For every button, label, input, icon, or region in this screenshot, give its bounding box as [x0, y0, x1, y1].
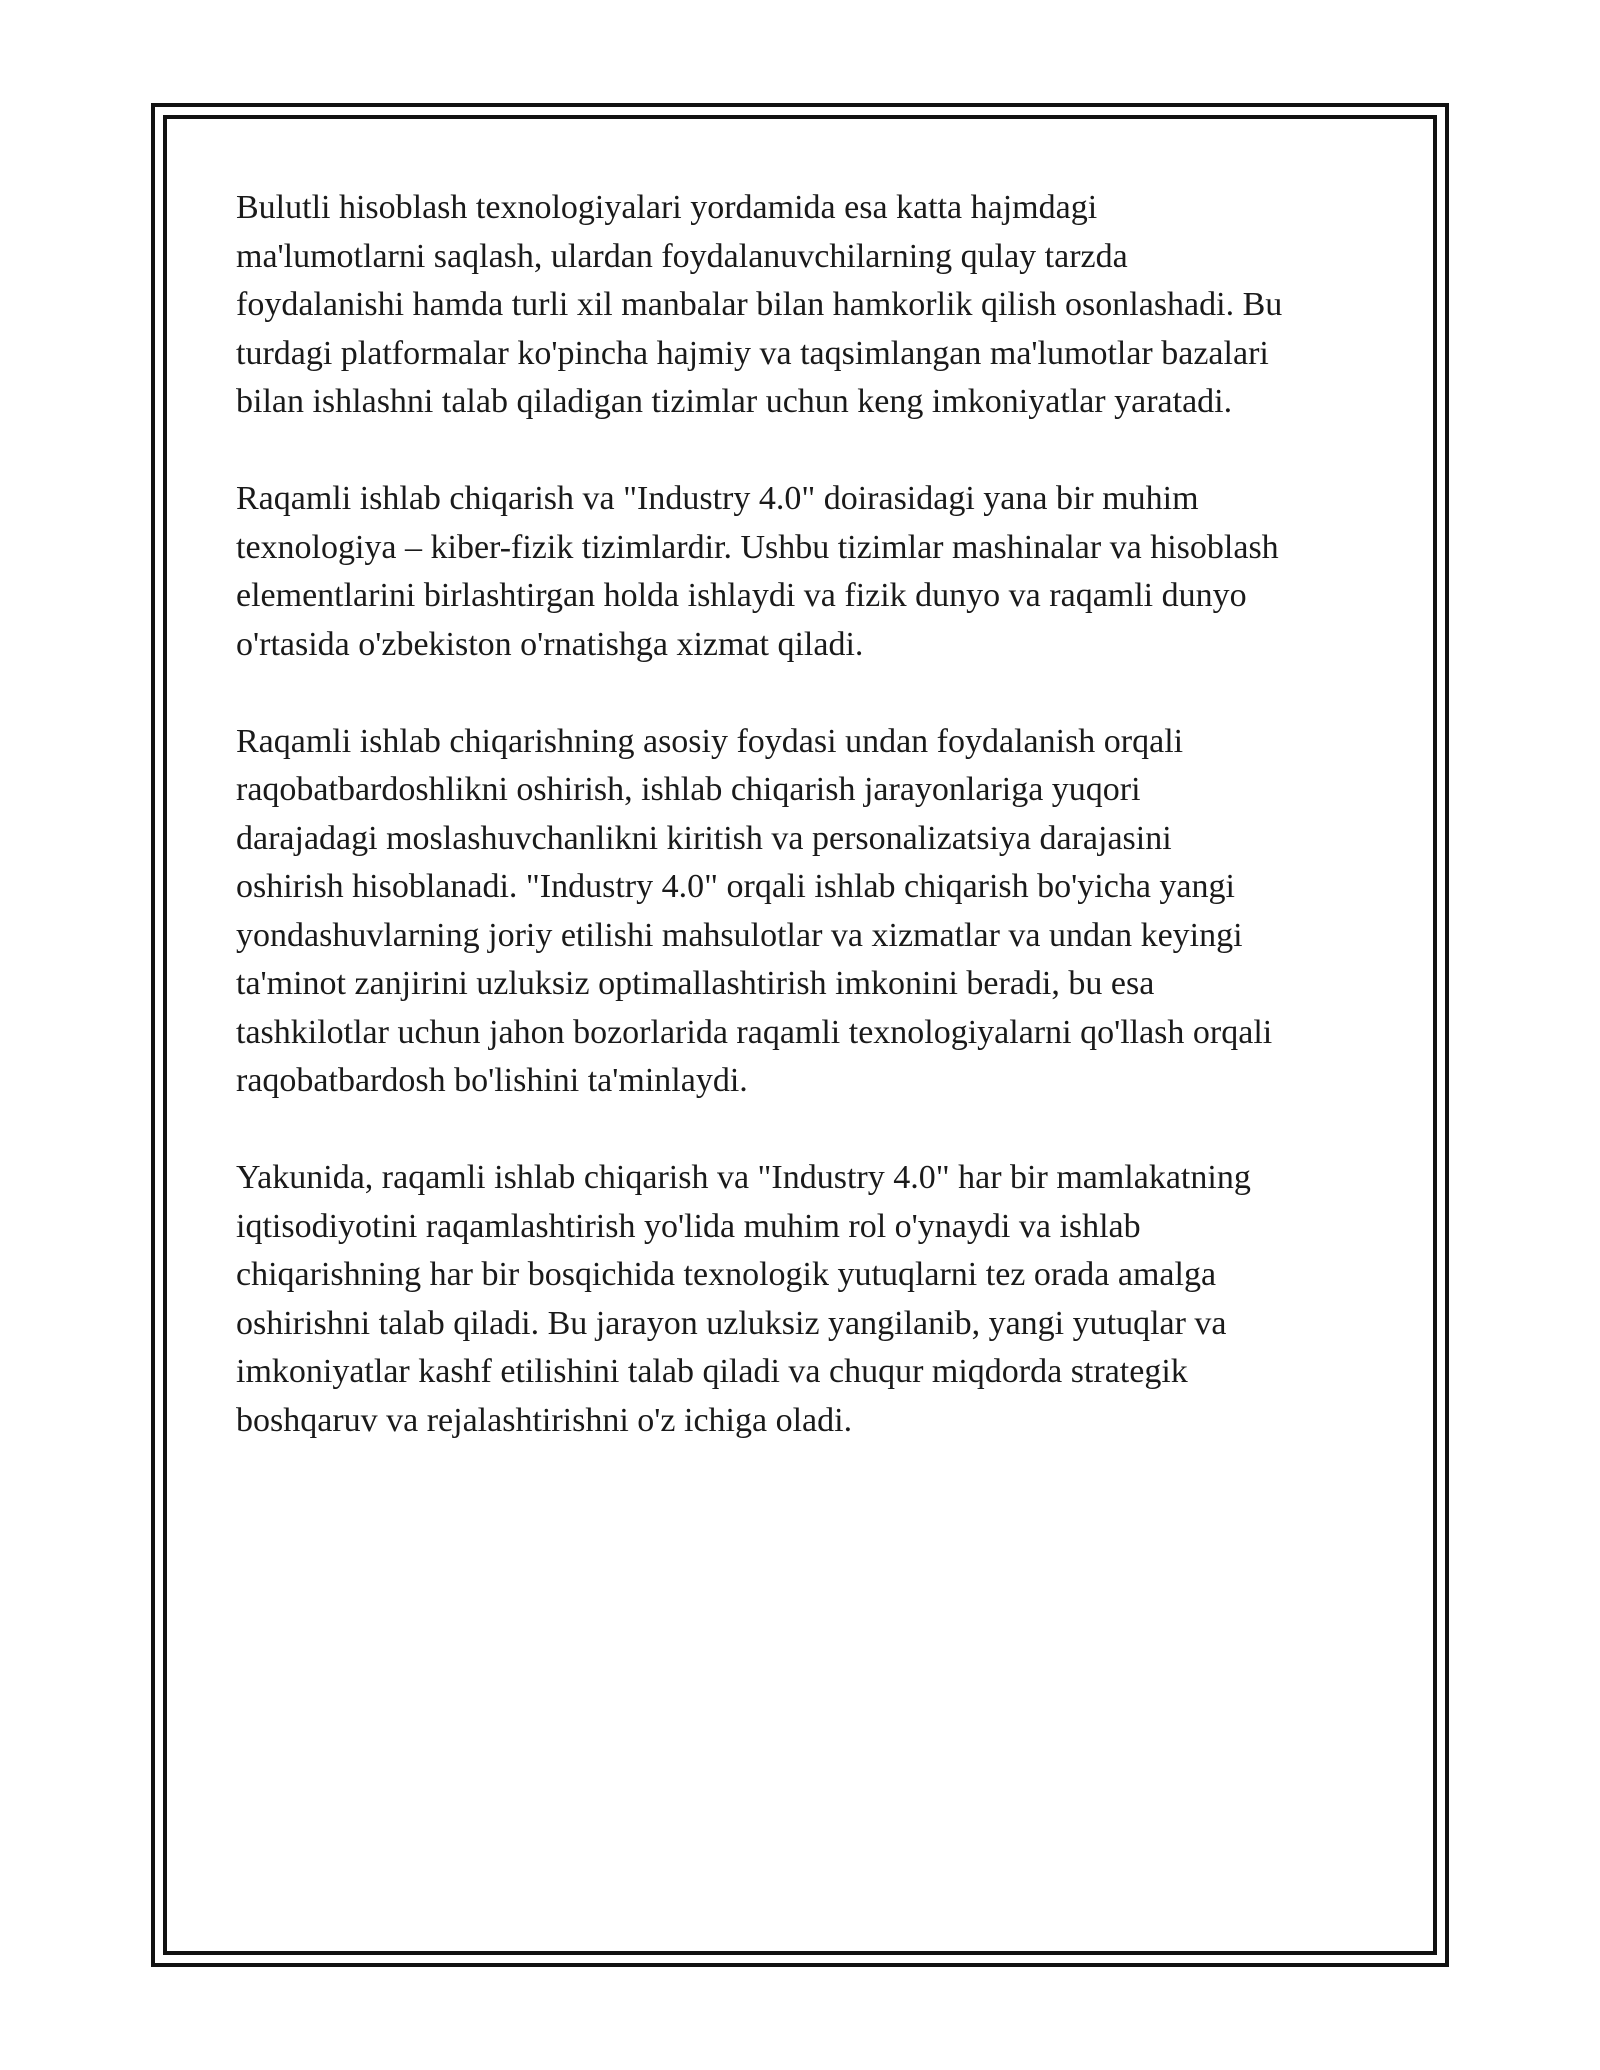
- text-line: oshirishni talab qiladi. Bu jarayon uzluksiz yangilanib, yangi yutuqlar va: [236, 1304, 1227, 1342]
- paragraph: [236, 1154, 1386, 1445]
- text-line: Raqamli ishlab chiqarishning asosiy foydasi undan foydalanish orqali: [236, 722, 1184, 760]
- paragraph: [236, 475, 1386, 669]
- text-line: darajadagi moslashuvchanlikni kiritish va personalizatsiya darajasini: [236, 819, 1172, 857]
- text-line: oshirish hisoblanadi. "Industry 4.0" orqali ishlab chiqarish bo'yicha yangi: [236, 868, 1235, 905]
- text-line: raqobatbardosh bo'lishini ta'minlaydi.: [236, 1062, 748, 1099]
- text-line: Bulutli hisoblash texnologiyalari yordamida esa katta hajmdagi: [236, 189, 1098, 226]
- text-line: foydalanishi hamda turli xil manbalar bilan hamkorlik qilish osonlashadi. Bu: [236, 286, 1283, 323]
- text-line: raqobatbardoshlikni oshirish, ishlab chiqarish jarayonlariga yuqori: [236, 771, 1141, 808]
- text-line: tashkilotlar uchun jahon bozorlarida raqamli texnologiyalarni qo'llash orqali: [236, 1013, 1273, 1051]
- paragraph: [236, 718, 1386, 1106]
- text-line: o'rtasida o'zbekiston o'rnatishga xizmat qiladi.: [236, 625, 864, 663]
- text-line: yondashuvlarning joriy etilishi mahsulotlar va xizmatlar va undan keyingi: [236, 916, 1243, 954]
- text-line: texnologiya – kiber-fizik tizimlardir. Ushbu tizimlar mashinalar va hisoblash: [236, 528, 1279, 566]
- text-line: iqtisodiyotini raqamlashtirish yo'lida muhim rol o'ynaydi va ishlab: [236, 1207, 1141, 1245]
- text-line: elementlarini birlashtirgan holda ishlaydi va fizik dunyo va raqamli dunyo: [236, 577, 1247, 614]
- text-line: Raqamli ishlab chiqarish va "Industry 4.0" doirasidagi yana bir muhim: [236, 480, 1199, 517]
- text-line: Yakunida, raqamli ishlab chiqarish va "Industry 4.0" har bir mamlakatning: [236, 1159, 1251, 1196]
- text-line: chiqarishning har bir bosqichida texnologik yutuqlarni tez orada amalga: [236, 1256, 1217, 1293]
- text-line: turdagi platformalar ko'pincha hajmiy va taqsimlangan ma'lumotlar bazalari: [236, 334, 1269, 372]
- text-line: ta'minot zanjirini uzluksiz optimallashtirish imkonini beradi, bu esa: [236, 965, 1155, 1002]
- text-line: bilan ishlashni talab qiladigan tizimlar uchun keng imkoniyatlar yaratadi.: [236, 383, 1233, 420]
- text-line: boshqaruv va rejalashtirishni o'z ichiga oladi.: [236, 1401, 853, 1439]
- document-body: [236, 184, 1386, 1494]
- text-line: ma'lumotlarni saqlash, ulardan foydalanuvchilarning qulay tarzda: [236, 237, 1128, 275]
- text-line: imkoniyatlar kashf etilishini talab qiladi va chuqur miqdorda strategik: [236, 1353, 1188, 1390]
- paragraph: [236, 184, 1386, 427]
